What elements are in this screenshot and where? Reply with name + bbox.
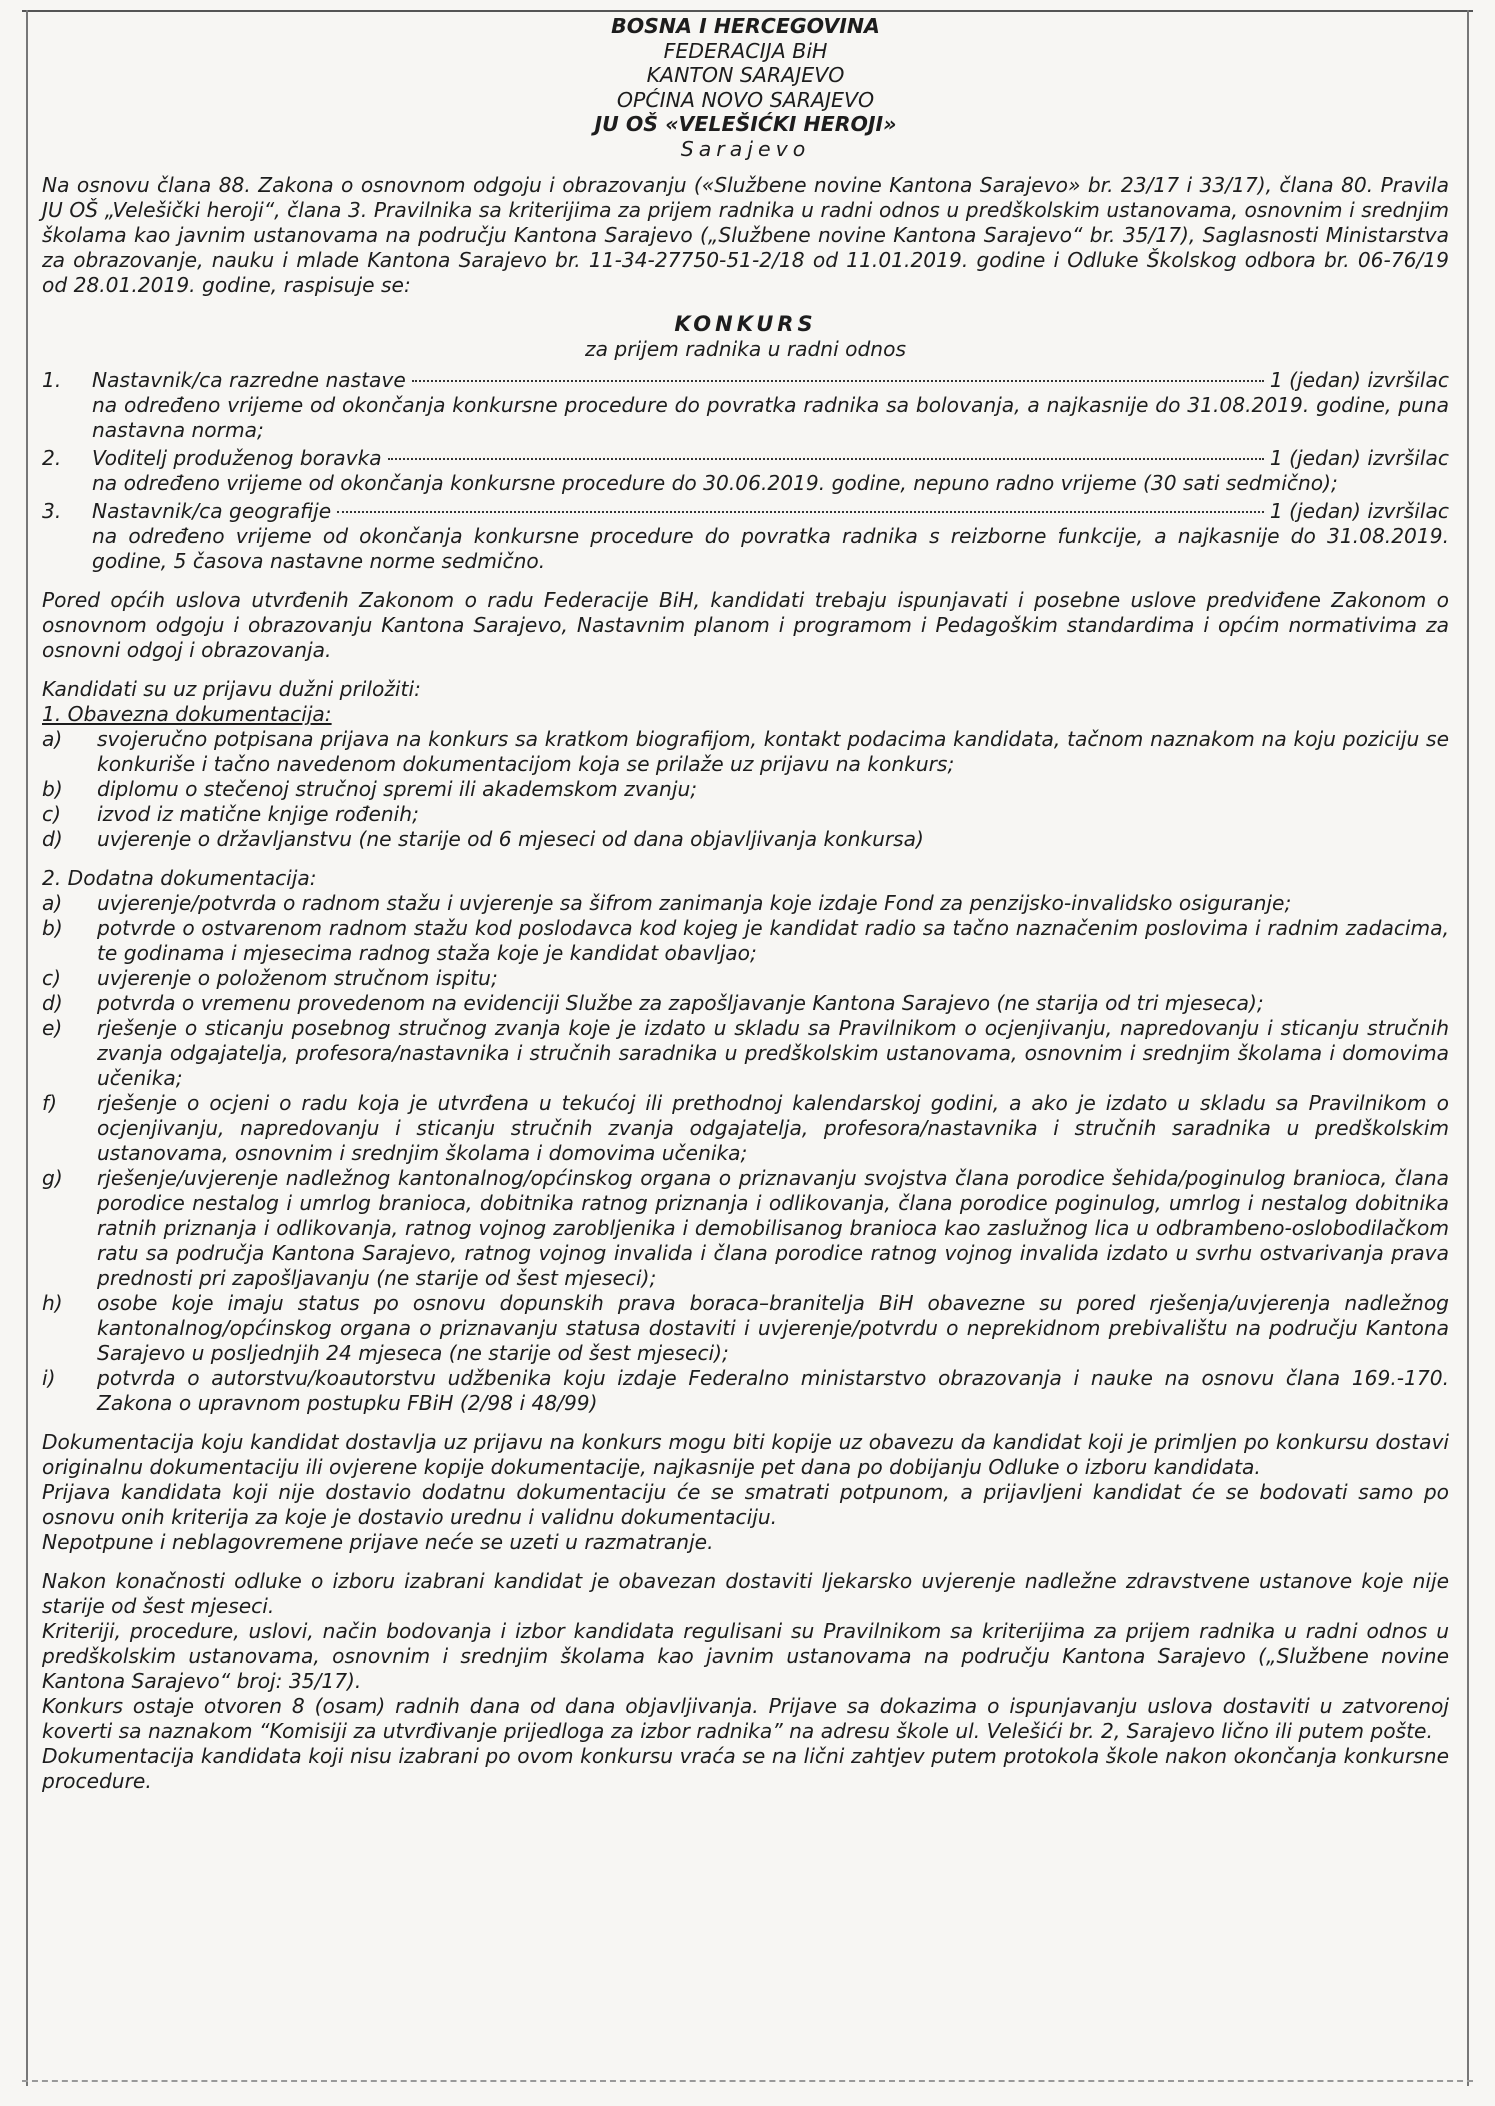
header-city: Sarajevo (680, 136, 811, 161)
closing-paragraph: Konkurs ostaje otvoren 8 (osam) radnih dana od dana objavljivanja. Prijave sa dokazima o ispunjavanju uslova dostaviti u zatvorenoj koverti sa naznakom “Komisiji za utvrđivanje prijedloga za izbor radnika” na adresu škole ul. Velešići br. 2, Sarajevo lično ili putem pošte. (42, 1694, 1449, 1743)
additional-docs-list (42, 891, 1449, 1416)
additional-docs-heading: 2. Dodatna dokumentacija: (42, 866, 317, 890)
position-count: 1 (jedan) izvršilac (1269, 499, 1449, 523)
list-item: a) uvjerenje/potvrda o radnom stažu i uvjerenje sa šifrom zanimanja koje izdaje Fond za penzijsko-invalidsko osiguranje; (42, 891, 1292, 915)
frame-left-border (26, 10, 28, 2086)
frame-right-border (1467, 10, 1469, 2086)
intro-paragraph: Na osnovu člana 88. Zakona o osnovnom odgoju i obrazovanju («Službene novine Kantona Sarajevo» br. 23/17 i 33/17), člana 80. Pravila JU OŠ „Velešički heroji“, člana 3. Pravilnika sa kriterijima za prijem radnika u radni odnos u predškolskim ustanovama, osnovnim i srednjim školama kao javnim ustanovama na području Kantona Sarajevo („Službene novine Kantona Sarajevo“ br. 35/17), Saglasnosti Ministarstva za obrazovanje, nauku i mlade Kantona Sarajevo br. 11-34-27750-51-2/18 od 11.01.2019. godine i Odluke Školskog odbora br. 06-76/19 od 28.01.2019. godine, raspisuje se: (42, 173, 1449, 297)
closing-paragraph: Prijava kandidata koji nije dostavio dodatnu dokumentaciju će se smatrati potpunom, a prijavljeni kandidat će se bodovati samo po osnovu onih kriterija za koje je dostavio urednu i validnu dokumentaciju. (42, 1480, 1449, 1529)
list-item: d) potvrda o vremenu provedenom na evidenciji Službe za zapošljavanje Kantona Sarajevo (ne starija od tri mjeseca); (42, 991, 1264, 1015)
docs-intro: Kandidati su uz prijavu dužni priložiti: (42, 677, 421, 701)
list-item: h) osobe koje imaju status po osnovu dopunskih prava boraca–branitelja BiH obavezne su pored rješenja/uvjerenja nadležnog kantonalnog/općinskog organa o priznavanju statusa dostaviti i uvjerenje/potvrdu o neprekidnom prebivalištu na području Kantona Sarajevo u posljednjih 24 mjeseca (ne starije od šest mjeseci); (42, 1291, 1449, 1365)
mandatory-docs-heading: 1. Obavezna dokumentacija: (42, 702, 332, 726)
closing-paragraph: Nakon konačnosti odluke o izboru izabrani kandidat je obavezan dostaviti ljekarsko uvjerenje nadležne zdravstvene ustanove koje nije starije od šest mjeseci. (42, 1569, 1449, 1618)
document-header (42, 14, 1449, 161)
position-detail: na određeno vrijeme od okončanja konkursne procedure do povratka radnika sa bolovanja, a najkasnije do 31.08.2019. godine, puna nastavna norma; (92, 393, 1449, 442)
list-item: e) rješenje o sticanju posebnog stručnog zvanja koje je izdato u skladu sa Pravilnikom o ocjenjivanju, napredovanju i sticanju stručnih zvanja odgajatelja, profesora/nastavnika i stručnih saradnika u predškolskim ustanovama, osnovnim i srednjim školama i domovima učenika; (42, 1016, 1449, 1090)
dotted-leader (337, 511, 1264, 513)
positions-list (42, 368, 1449, 574)
list-item: b) potvrde o ostvarenom radnom stažu kod poslodavca kod kojeg je kandidat radio sa tačno naznačenim poslovima i radnim zadacima, te godinama i mjesecima radnog staža koje je kandidat obavljao; (42, 916, 1449, 965)
header-school: JU OŠ «VELEŠIĆKI HEROJI» (594, 112, 897, 136)
closing-paragraph: Nepotpune i neblagovremene prijave neće se uzeti u razmatranje. (42, 1530, 714, 1554)
dotted-leader (412, 380, 1264, 382)
general-conditions: Pored općih uslova utvrđenih Zakonom o radu Federacije BiH, kandidati trebaju ispunjavati i posebne uslove predviđene Zakonom o osnovnom odgoju i obrazovanju Kantona Sarajevo, Nastavnim planom i programom i Pedagoškim standardima i općim normativima za osnovni odgoj i obrazovanja. (42, 588, 1449, 662)
list-item: i) potvrda o autorstvu/koautorstvu udžbenika koju izdaje Federalno ministarstvo obrazovanja i nauke na osnovu člana 169.-170. Zakona o upravnom postupku FBiH (2/98 i 48/99) (42, 1366, 1449, 1415)
frame-bottom-border (22, 2080, 1473, 2082)
position-number: 3. (42, 499, 62, 523)
header-federation: FEDERACIJA BiH (663, 38, 828, 63)
closing-paragraph: Kriteriji, procedure, uslovi, način bodovanja i izbor kandidata regulisani su Pravilnikom sa kriterijima za prijem radnika u radni odnos u predškolskim ustanovama, osnovnim i srednjim školama kao javnim ustanovama na području Kantona Sarajevo („Službene novine Kantona Sarajevo“ broj: 35/17). (42, 1619, 1449, 1693)
position-item (42, 368, 1449, 443)
position-name: Voditelj produženog boravka (92, 446, 382, 470)
dotted-leader (388, 458, 1264, 460)
position-detail: na određeno vrijeme od okončanja konkursne procedure do povratka radnika s reizborne funkcije, a najkasnije do 31.08.2019. godine, 5 časova nastavne norme sedmično. (92, 524, 1449, 573)
list-item: d) uvjerenje o državljanstvu (ne starije od 6 mjeseci od dana objavljivanja konkursa) (42, 827, 924, 851)
position-item (42, 499, 1449, 574)
position-count: 1 (jedan) izvršilac (1269, 446, 1449, 470)
announcement-subtitle: za prijem radnika u radni odnos (585, 337, 906, 361)
announcement-title: KONKURS (674, 312, 817, 336)
position-number: 2. (42, 446, 62, 470)
position-detail: na određeno vrijeme od okončanja konkursne procedure do 30.06.2019. godine, nepuno radno vrijeme (30 sati sedmično); (92, 471, 1338, 495)
frame-top-border (22, 10, 1473, 12)
list-item: f) rješenje o ocjeni o radu koja je utvrđena u tekućoj ili prethodnoj kalendarskoj godini, a ako je izdato u skladu sa Pravilnikom o ocjenjivanju, napredovanju i sticanju stručnih zvanja odgajatelja, profesora/nastavnika i stručnih saradnika u predškolskim ustanovama, osnovnim i srednjim školama i domovima učenika; (42, 1091, 1449, 1165)
position-number: 1. (42, 368, 62, 392)
header-canton: KANTON SARAJEVO (646, 63, 845, 87)
list-item: c) izvod iz matične knjige rođenih; (42, 802, 419, 826)
list-item: b) diplomu o stečenoj stručnoj spremi ili akademskom zvanju; (42, 777, 698, 801)
position-count: 1 (jedan) izvršilac (1269, 368, 1449, 392)
list-item: c) uvjerenje o položenom stručnom ispitu; (42, 966, 498, 990)
position-item (42, 446, 1449, 496)
list-item: a) svojeručno potpisana prijava na konkurs sa kratkom biografijom, kontakt podacima kandidata, tačnom naznakom na koju poziciju se konkuriše i tačno navedenom dokumentacijom koja se prilaže uz prijavu na konkurs; (42, 727, 1449, 776)
mandatory-docs-list (42, 727, 1449, 852)
position-name: Nastavnik/ca razredne nastave (92, 368, 406, 392)
list-item: g) rješenje/uvjerenje nadležnog kantonalnog/općinskog organa o priznavanju svojstva člana porodice šehida/poginulog branioca, člana porodice nestalog i umrlog branioca, dobitnika ratnog priznanja i odlikovanja, člana porodice poginulog, umrlog i nestalog dobitnika ratnih priznanja i odlikovanja, ratnog vojnog zarobljenika i demobilisanog branioca kao zaslužnog lica u odbrambeno-oslobodilačkom ratu sa područja Kantona Sarajevo, ratnog vojnog invalida i člana porodice ratnog vojnog invalida izdato u svrhu ostvarivanja prava prednosti pri zapošljavanju (ne starije od šest mjeseci); (42, 1166, 1449, 1290)
header-municipality: OPĆINA NOVO SARAJEVO (616, 87, 875, 112)
closing-paragraph: Dokumentacija kandidata koji nisu izabrani po ovom konkursu vraća se na lični zahtjev putem protokola škole nakon okončanja konkursne procedure. (42, 1744, 1449, 1793)
document-body (42, 14, 1449, 1794)
position-name: Nastavnik/ca geografije (92, 499, 332, 523)
closing-paragraph: Dokumentacija koju kandidat dostavlja uz prijavu na konkurs mogu biti kopije uz obavezu da kandidat koji je primljen po konkursu dostavi originalnu dokumentaciju ili ovjerene kopije dokumentacije, najkasnije pet dana po dobijanju Odluke o izboru kandidata. (42, 1430, 1449, 1479)
header-country: BOSNA I HERCEGOVINA (611, 14, 880, 38)
